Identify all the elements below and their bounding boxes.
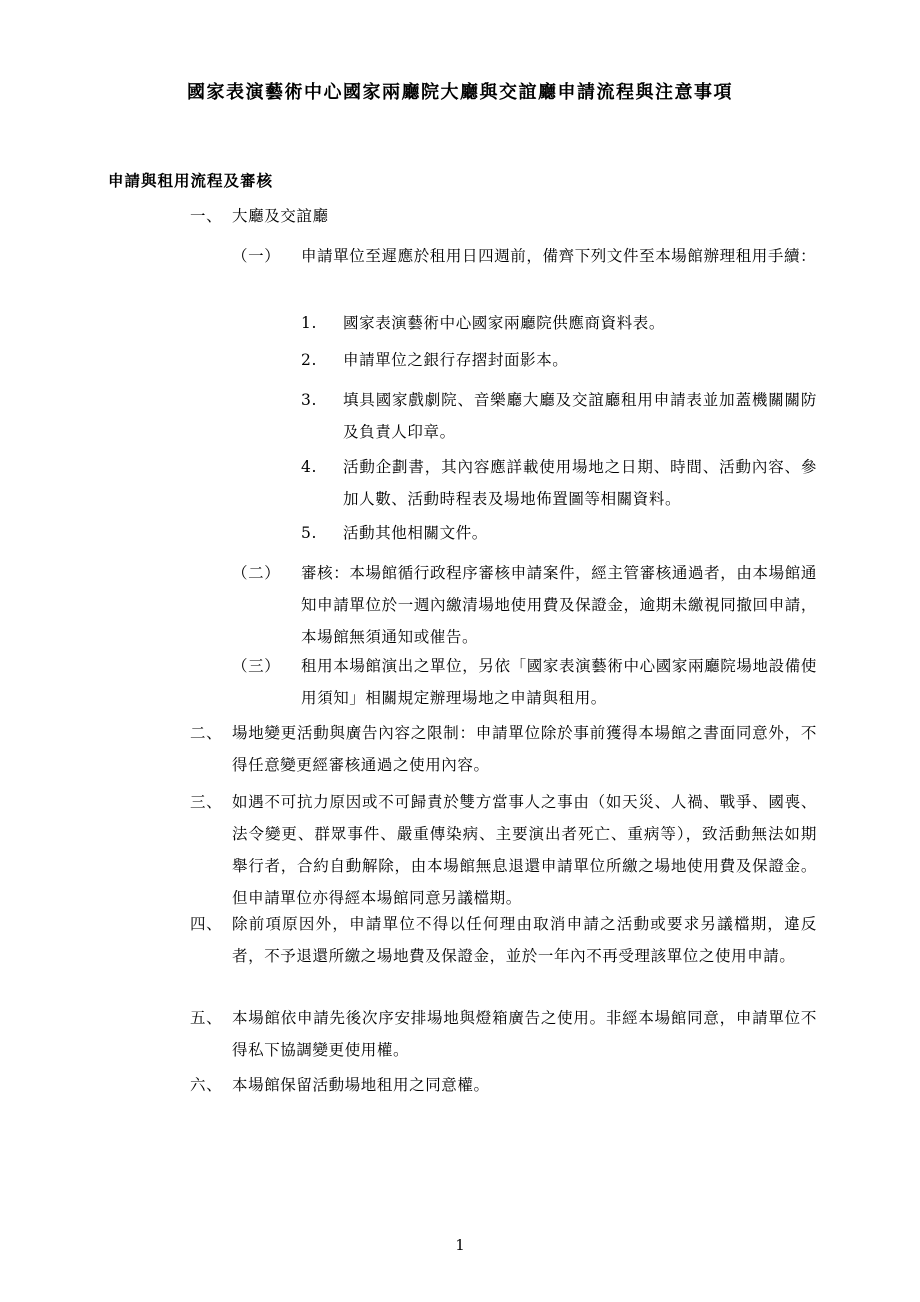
item-text: 大廳及交誼廳 bbox=[232, 207, 329, 225]
list-item-text: 申請單位之銀行存摺封面影本。 bbox=[343, 351, 569, 369]
item-marker: 三、 bbox=[190, 793, 223, 811]
list-item-text: 國家表演藝術中心國家兩廳院供應商資料表。 bbox=[343, 314, 666, 332]
subitem-text: 申請單位至遲應於租用日四週前，備齊下列文件至本場館辦理租用手續： bbox=[301, 247, 817, 265]
list-item-text: 活動其他相關文件。 bbox=[343, 524, 488, 542]
item-marker: 二、 bbox=[190, 724, 223, 742]
item-text: 如遇不可抗力原因或不可歸責於雙方當事人之事由（如天災、人禍、戰爭、國喪、法令變更、群眾事件、嚴重傳染病、主要演出者死亡、重病等），致活動無法如期舉行者，合約自動解除，由本場館無息退還申請單位所繳之場地使用費及保證金。但申請單位亦得經本場館同意另議檔期。 bbox=[232, 793, 817, 907]
section-heading: 申請與租用流程及審核 bbox=[108, 171, 274, 190]
list-item-marker: 2. bbox=[301, 351, 317, 369]
item-text: 本場館依申請先後次序安排場地與燈箱廣告之使用。非經本場館同意，申請單位不得私下協調變更使用權。 bbox=[232, 1009, 817, 1059]
subitem-marker: （三） bbox=[232, 657, 281, 675]
item-marker: 五、 bbox=[190, 1009, 223, 1027]
list-item-marker: 3. bbox=[301, 391, 317, 409]
list-item-marker: 4. bbox=[301, 458, 317, 476]
page-number: 1 bbox=[455, 1236, 465, 1254]
subitem-marker: （一） bbox=[232, 247, 281, 265]
item-marker: 一、 bbox=[190, 207, 223, 225]
document-title: 國家表演藝術中心國家兩廳院大廳與交誼廳申請流程與注意事項 bbox=[187, 82, 733, 103]
subitem-marker: （二） bbox=[232, 564, 281, 582]
subitem-text: 租用本場館演出之單位，另依「國家表演藝術中心國家兩廳院場地設備使用須知」相關規定辦理場地之申請與租用。 bbox=[301, 657, 817, 707]
item-marker: 四、 bbox=[190, 915, 223, 933]
item-marker: 六、 bbox=[190, 1076, 223, 1094]
subitem-text: 審核：本場館循行政程序審核申請案件，經主管審核通過者，由本場館通知申請單位於一週內繳清場地使用費及保證金，逾期未繳視同撤回申請，本場館無須通知或催告。 bbox=[301, 564, 817, 646]
list-item-text: 填具國家戲劇院、音樂廳大廳及交誼廳租用申請表並加蓋機關關防及負責人印章。 bbox=[343, 391, 817, 441]
list-item-marker: 5. bbox=[301, 524, 317, 542]
item-text: 本場館保留活動場地租用之同意權。 bbox=[232, 1076, 490, 1094]
item-text: 除前項原因外，申請單位不得以任何理由取消申請之活動或要求另議檔期，違反者，不予退還所繳之場地費及保證金，並於一年內不再受理該單位之使用申請。 bbox=[232, 915, 817, 965]
item-text: 場地變更活動與廣告內容之限制：申請單位除於事前獲得本場館之書面同意外，不得任意變更經審核通過之使用內容。 bbox=[232, 724, 817, 774]
list-item-marker: 1. bbox=[301, 314, 317, 332]
list-item-text: 活動企劃書，其內容應詳載使用場地之日期、時間、活動內容、參加人數、活動時程表及場地佈置圖等相關資料。 bbox=[343, 458, 817, 508]
